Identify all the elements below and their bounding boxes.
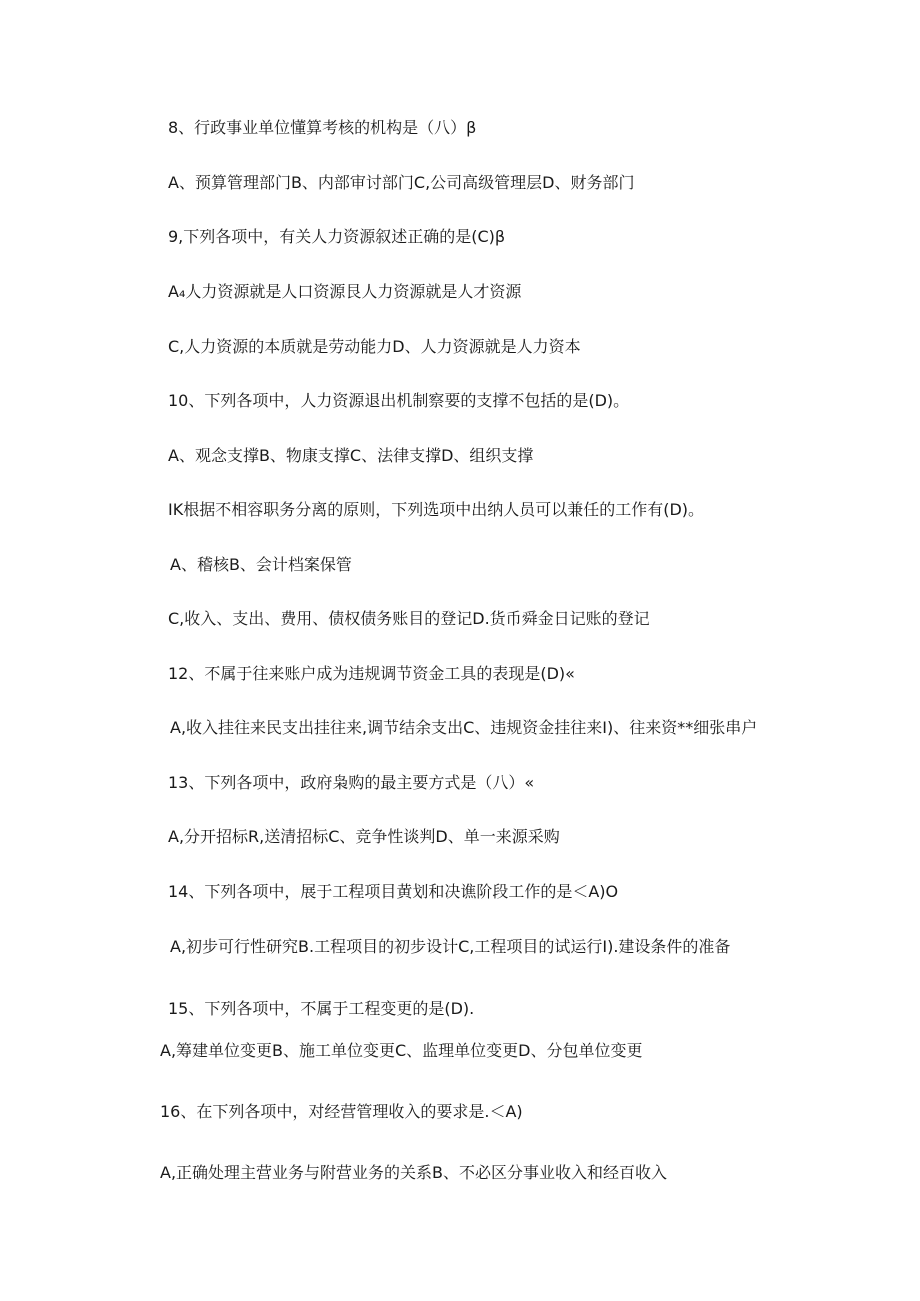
question-15: 15、下列各项中，不属于工程变更的是(D).: [168, 999, 475, 1018]
question-14-options: A,初步可行性研究B.工程项目的初步设计C,工程项目的试运行I).建设条件的准备: [170, 937, 731, 956]
question-16: 16、在下列各项中，对经营管理收入的要求是.＜A): [160, 1102, 523, 1121]
question-13-options: A,分开招标R,送清招标C、竞争性谈判D、单一来源采购: [168, 827, 560, 846]
question-16-options: A,正确处理主营业务与附营业务的关系B、不必区分事业收入和经百收入: [160, 1163, 668, 1182]
question-11: IK根据不相容职务分离的原则，下列选项中出纳人员可以兼任的工作有(D)。: [168, 500, 705, 519]
question-11-options-ab: A、稽核B、会计档案保管: [170, 555, 352, 574]
question-13: 13、下列各项中，政府枭购的最主要方式是（八）«: [168, 773, 535, 792]
question-10: 10、下列各项中，人力资源退出机制察要的支撑不包括的是(D)。: [168, 391, 630, 410]
question-9-options-ab: A₄人力资源就是人口资源艮人力资源就是人才资源: [168, 282, 522, 301]
question-12-options: A,收入挂往来民支出挂往来,调节结余支出C、违规资金挂往来I)、往来资**细张串户: [170, 718, 758, 737]
question-10-options: A、观念支撑B、物康支撑C、法律支撑D、组织支撑: [168, 446, 534, 465]
question-9: 9,下列各项中，有关人力资源叙述正确的是(C)β: [168, 227, 506, 246]
question-8-options: A、预算管理部门B、内部审讨部门C,公司高级管理层D、财务部门: [168, 173, 635, 192]
question-14: 14、下列各项中，展于工程项目黄划和决谯阶段工作的是＜A)O: [168, 882, 619, 901]
question-12: 12、不属于往来账户成为违规调节资金工具的表现是(D)«: [168, 664, 575, 683]
question-15-options: A,筹建单位变更B、施工单位变更C、监理单位变更D、分包单位变更: [160, 1041, 643, 1060]
question-9-options-cd: C,人力资源的本质就是劳动能力D、人力资源就是人力资本: [168, 337, 581, 356]
question-8: 8、行政事业单位懂算考核的机构是（八）β: [168, 118, 477, 137]
question-11-options-cd: C,收入、支出、费用、债权债务账目的登记D.货币舜金日记账的登记: [168, 609, 650, 628]
